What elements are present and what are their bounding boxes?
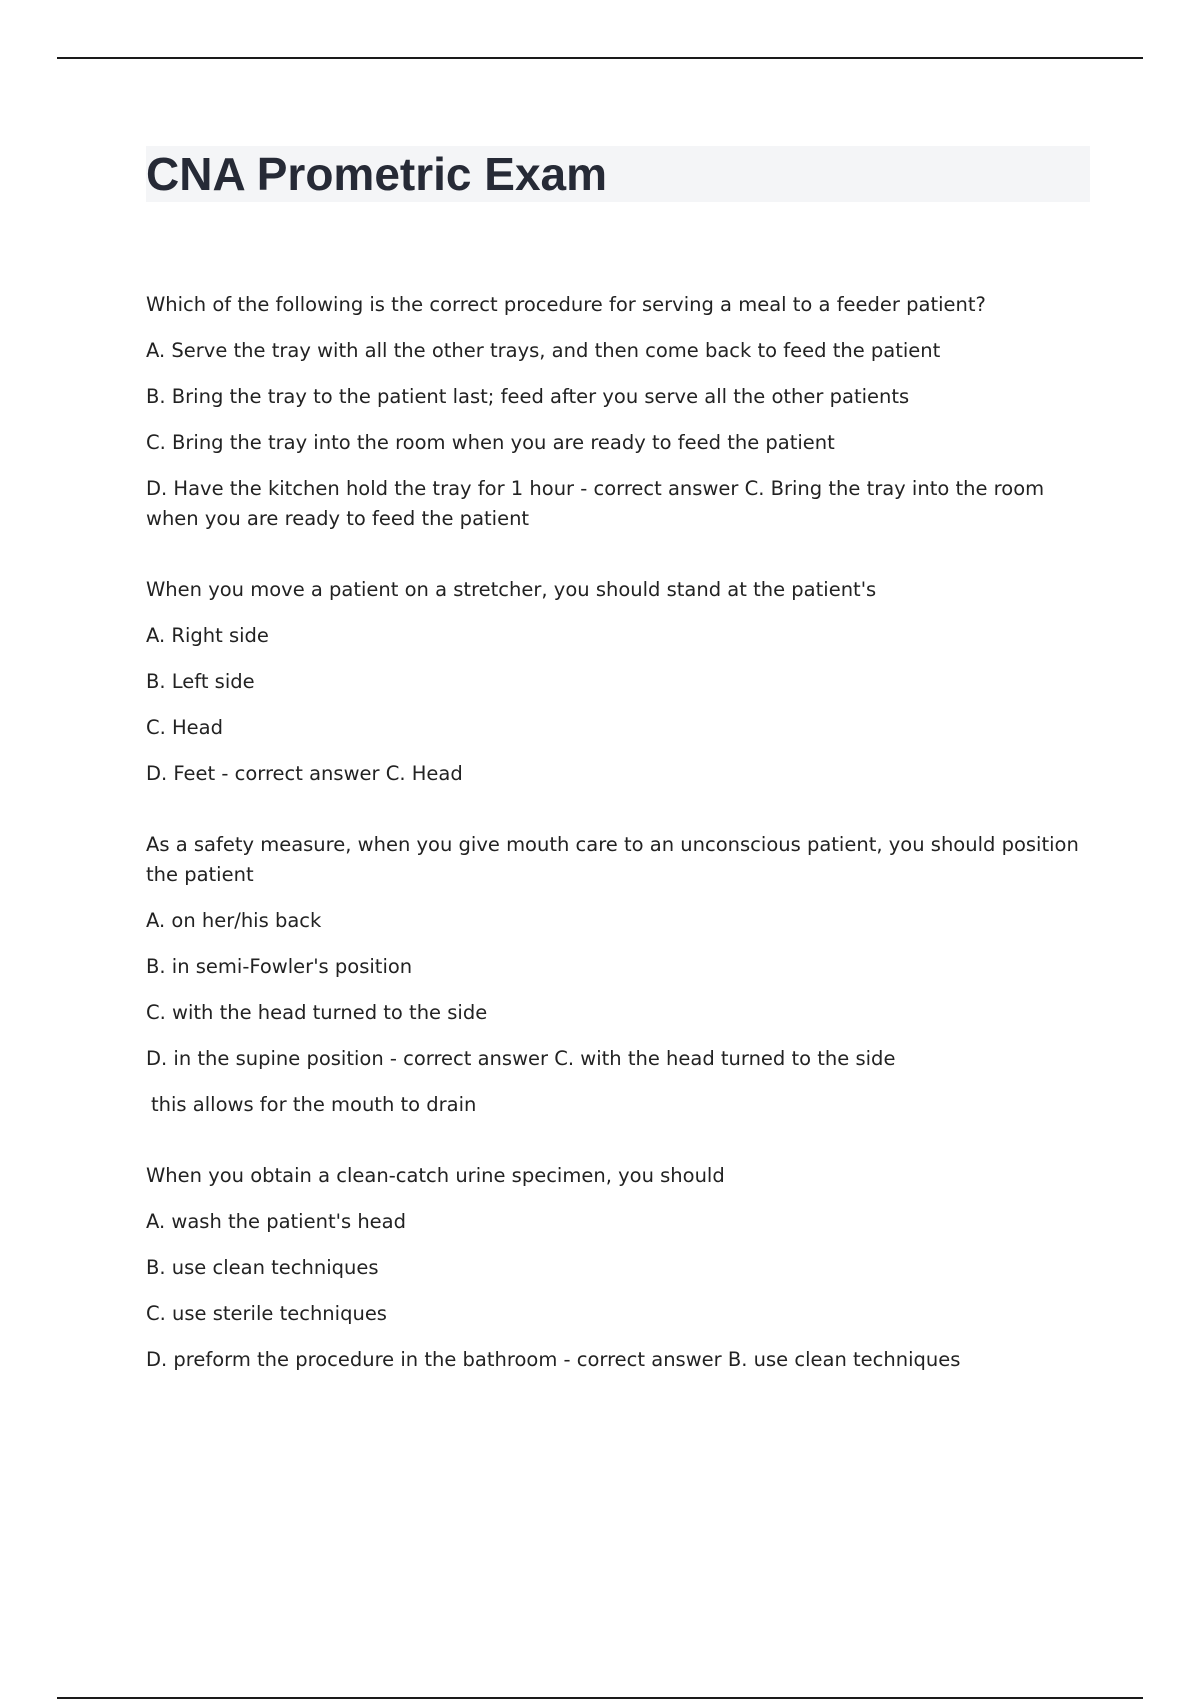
question-prompt: Which of the following is the correct procedure for serving a meal to a feeder patient? xyxy=(146,293,986,316)
question-1 xyxy=(146,290,1090,534)
question-prompt: As a safety measure, when you give mouth care to an unconscious patient, you should position the patient xyxy=(146,833,1079,886)
answer-option-b: B. in semi-Fowler's position xyxy=(146,955,413,978)
answer-option-c: C. Head xyxy=(146,716,224,739)
answer-option-c: C. use sterile techniques xyxy=(146,1302,387,1325)
answer-option-a: A. wash the patient's head xyxy=(146,1210,407,1233)
answer-option-c: C. Bring the tray into the room when you are ready to feed the patient xyxy=(146,431,835,454)
answer-option-d: D. preform the procedure in the bathroom - correct answer B. use clean techniques xyxy=(146,1348,961,1371)
answer-option-b: B. Bring the tray to the patient last; feed after you serve all the other patients xyxy=(146,385,910,408)
bottom-rule xyxy=(57,1697,1143,1699)
answer-rationale: this allows for the mouth to drain xyxy=(151,1093,477,1116)
question-2 xyxy=(146,575,1090,789)
question-prompt: When you move a patient on a stretcher, you should stand at the patient's xyxy=(146,578,877,601)
top-rule xyxy=(57,57,1143,59)
question-list xyxy=(146,290,1090,1416)
question-3 xyxy=(146,830,1090,1120)
answer-option-d: D. in the supine position - correct answer C. with the head turned to the side xyxy=(146,1047,896,1070)
answer-option-b: B. Left side xyxy=(146,670,255,693)
question-prompt: When you obtain a clean-catch urine specimen, you should xyxy=(146,1164,725,1187)
answer-option-d: D. Have the kitchen hold the tray for 1 hour - correct answer C. Bring the tray into the room when you are ready to feed the patient xyxy=(146,477,1045,530)
answer-option-a: A. Serve the tray with all the other trays, and then come back to feed the patient xyxy=(146,339,941,362)
answer-option-a: A. Right side xyxy=(146,624,269,647)
answer-option-b: B. use clean techniques xyxy=(146,1256,379,1279)
document-title: CNA Prometric Exam xyxy=(146,148,608,200)
answer-option-a: A. on her/his back xyxy=(146,909,322,932)
answer-option-d: D. Feet - correct answer C. Head xyxy=(146,762,463,785)
answer-option-c: C. with the head turned to the side xyxy=(146,1001,488,1024)
question-4 xyxy=(146,1161,1090,1375)
